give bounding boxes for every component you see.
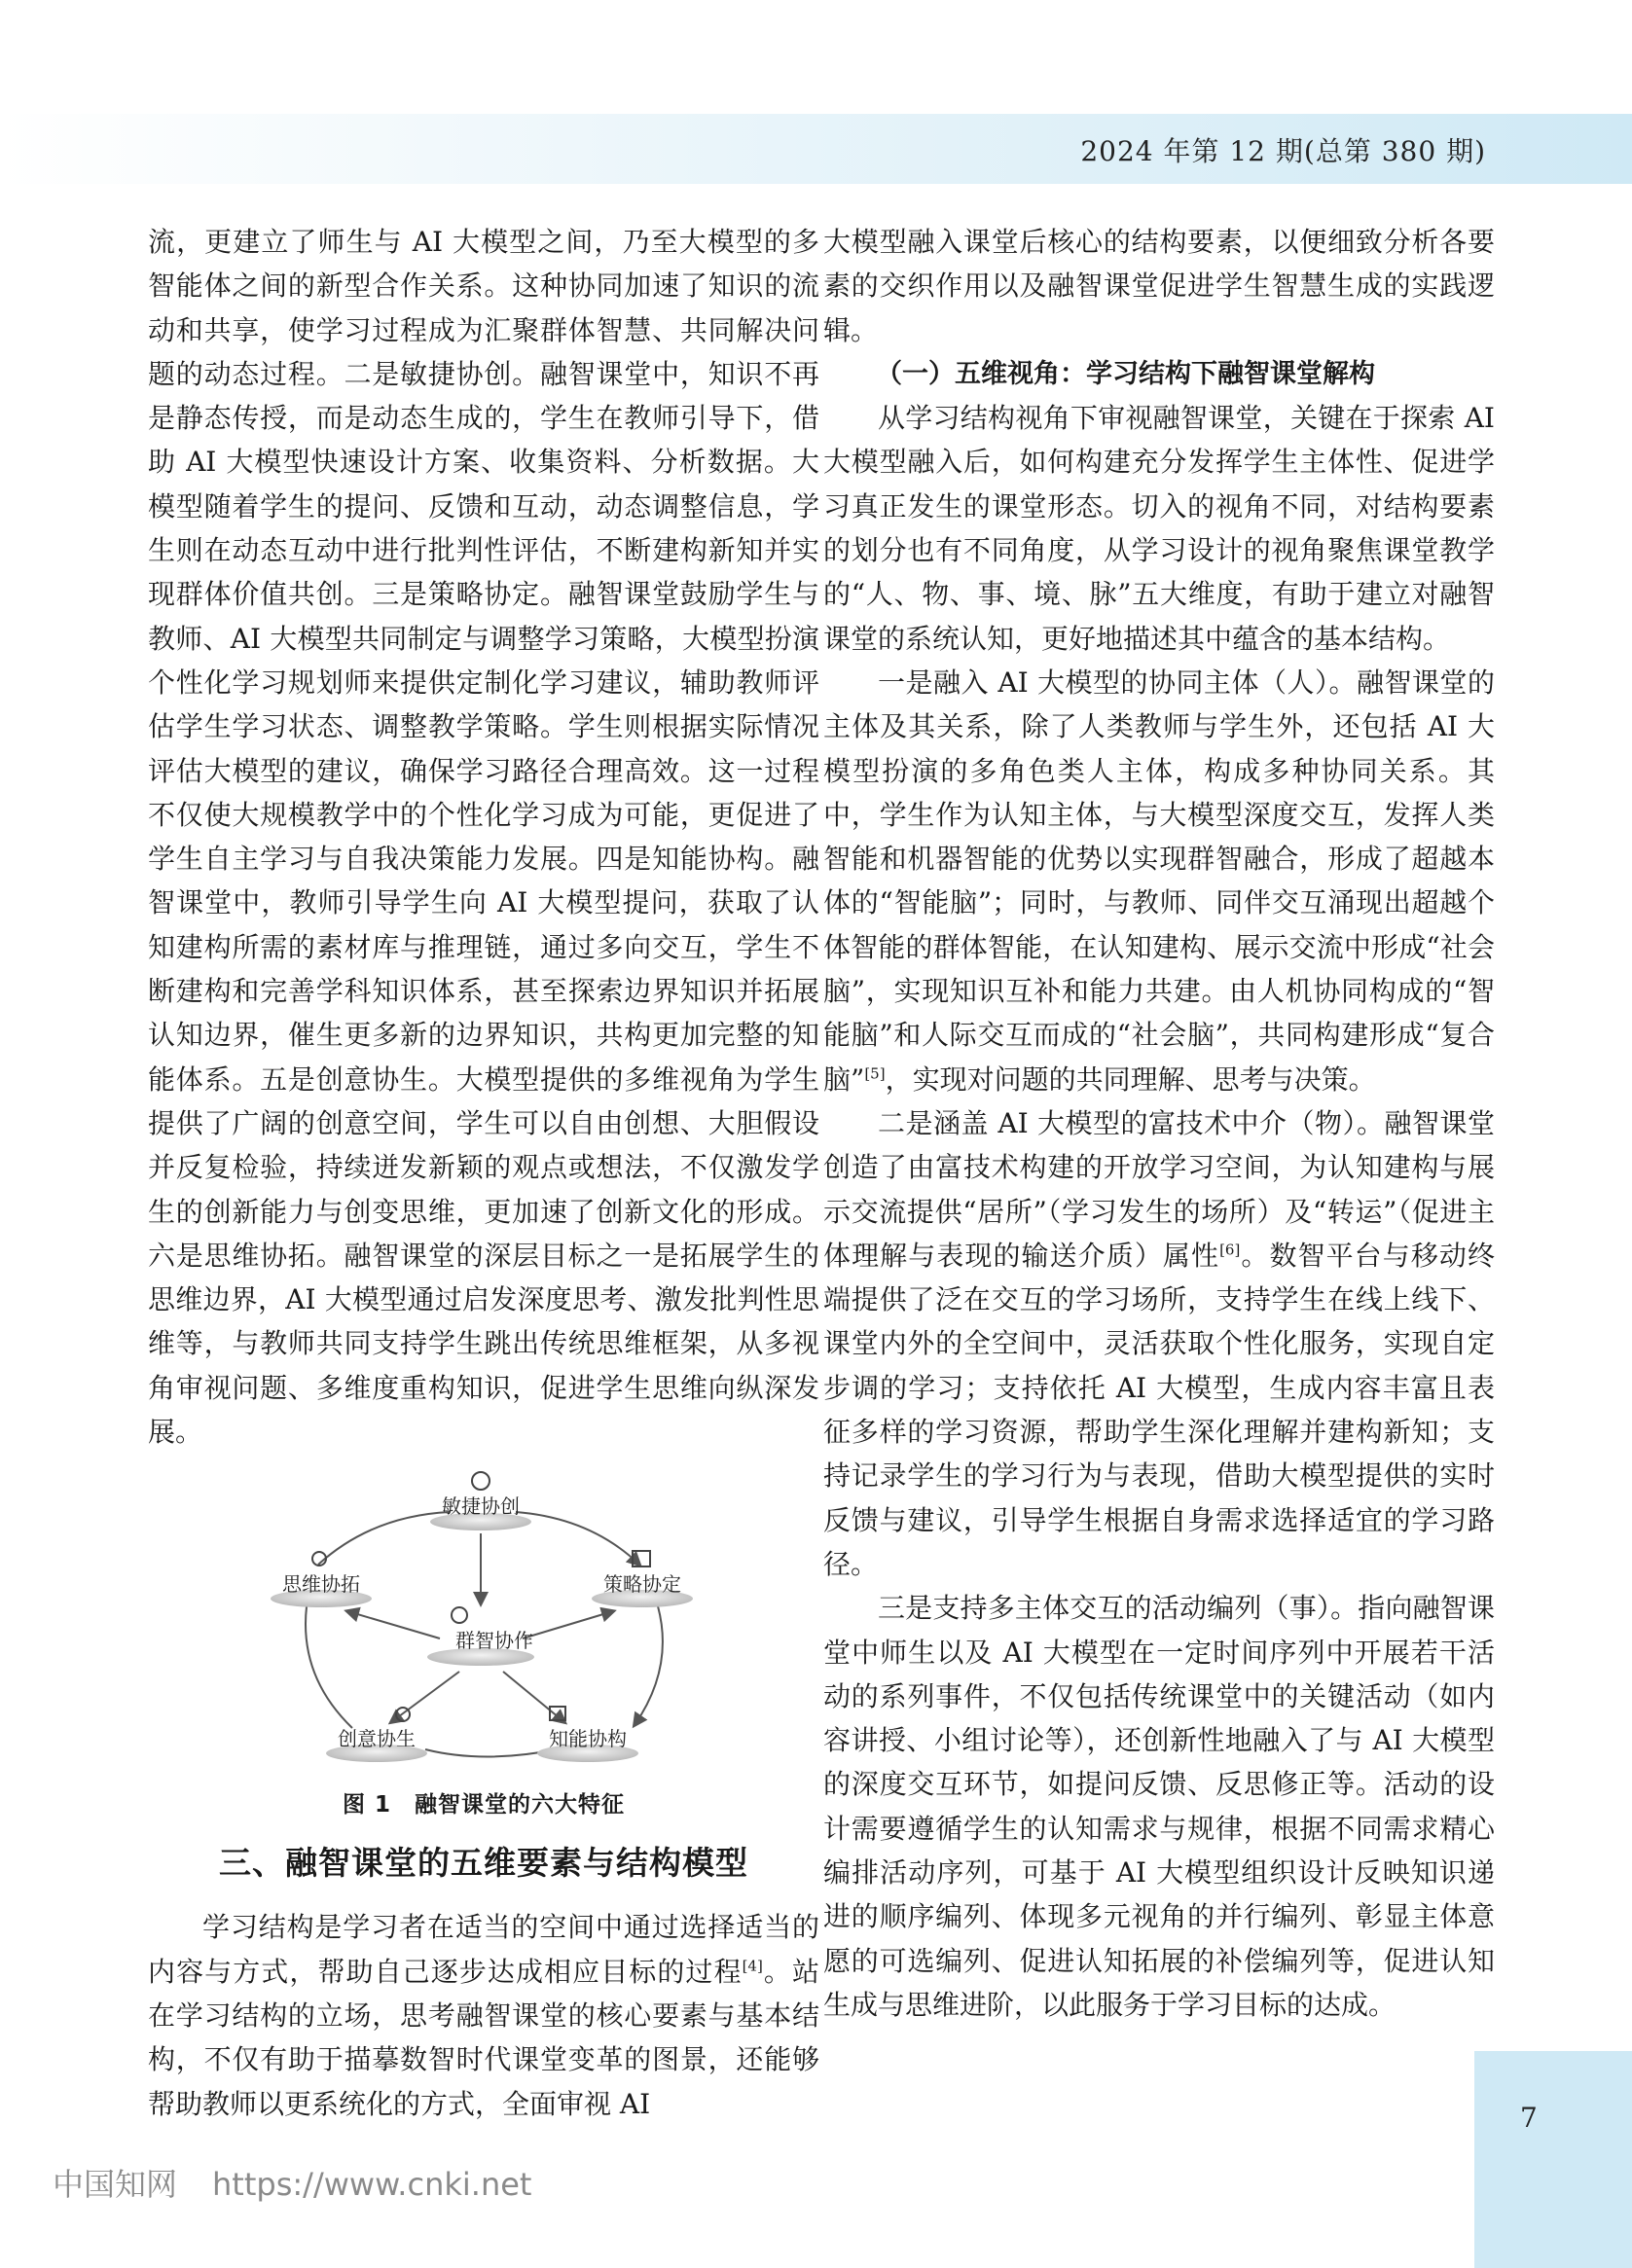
right-paragraph-2-text: 一是融入 AI 大模型的协同主体（人）。融智课堂的主体及其关系，除了人类教师与学生外，还包括 AI 大模型扮演的多角色类人主体，构成多种协同关系。其中，学生作为认知主体，与大模型深度交互，发挥人类智能和机器智能的优势以实现群智融合，形成了超越本体的“智能脑”；同时，与教师、同伴交互涌现出超越个体智能的群体智能，在认知建构、展示交流中形成“社会脑”，实现知识互补和能力共建。由人机协同构成的“智能脑”和人际交互而成的“社会脑”，共同构建形成“复合脑” <box>823 666 1495 1096</box>
watermark <box>53 2160 531 2205</box>
section-title: 三、融智课堂的五维要素与结构模型 <box>219 1844 748 1883</box>
book-icon <box>550 1707 565 1720</box>
figure-six-features <box>148 1467 819 1777</box>
left-paragraph-2 <box>148 1905 819 2125</box>
figure-caption: 图 1 融智课堂的六大特征 <box>342 1792 625 1818</box>
center-arrow <box>347 1611 440 1638</box>
citation-6: [6] <box>1219 1241 1241 1259</box>
citation-4: [4] <box>742 1957 763 1975</box>
watermark-url[interactable]: https://www.cnki.net <box>212 2166 532 2203</box>
left-paragraph-1: 流，更建立了师生与 AI 大模型之间，乃至大模型的多智能体之间的新型合作关系。这种协同加速了知识的流动和共享，使学习过程成为汇聚群体智慧、共同解决问题的动态过程。二是敏捷协创。融智课堂中，知识不再是静态传授，而是动态生成的，学生在教师引导下，借助 AI 大模型快速设计方案、收集资料、分析数据。大模型随着学生的提问、反馈和互动，动态调整信息，学生则在动态互动中进行批判性评估，不断建构新知并实现群体价值共创。三是策略协定。融智课堂鼓励学生与教师、AI 大模型共同制定与调整学习策略，大模型扮演个性化学习规划师来提供定制化学习建议，辅助教师评估学生学习状态、调整教学策略。学生则根据实际情况评估大模型的建议，确保学习路径合理高效。这一过程不仅使大规模教学中的个性化学习成为可能，更促进了学生自主学习与自我决策能力发展。四是知能协构。融智课堂中，教师引导学生向 AI 大模型提问，获取了认知建构所需的素材库与推理链，通过多向交互，学生不断建构和完善学科知识体系，甚至探索边界知识并拓展认知边界，催生更多新的边界知识，共构更加完整的知能体系。五是创意协生。大模型提供的多维视角为学生提供了广阔的创意空间，学生可以自由创想、大胆假设并反复检验，持续迸发新颖的观点或想法，不仅激发学生的创新能力与创变思维，更加速了创新文化的形成。六是思维协拓。融智课堂的深层目标之一是拓展学生的思维边界，AI 大模型通过启发深度思考、激发批判性思维等，与教师共同支持学生跳出传统思维框架，从多视角审视问题、多维度重构知识，促进学生思维向纵深发展。 <box>148 226 819 1449</box>
node-label-center: 群智协作 <box>455 1629 533 1653</box>
citation-5: [5] <box>864 1064 886 1083</box>
right-paragraph-3-text: 二是涵盖 AI 大模型的富技术中介（物）。融智课堂创造了由富技术构建的开放学习空间，为认知建构与展示交流提供“居所”（学习发生的场所）及“转运”（促进主体理解与表现的输送介质）属性 <box>823 1106 1495 1272</box>
node-label-top: 敏捷协创 <box>442 1494 520 1519</box>
cycle-arc <box>635 1594 663 1725</box>
right-paragraph-1: 从学习结构视角下审视融智课堂，关键在于探索 AI 大模型融入后，如何构建充分发挥学生主体性、促进学习真正发生的课堂形态。切入的视角不同，对结构要素的划分也有不同角度，从学习设计的视角聚焦课堂教学的“人、物、事、境、脉”五大维度，有助于建立对融智课堂的系统认知，更好地描述其中蕴含的基本结构。 <box>823 402 1495 655</box>
right-paragraph-4: 三是支持多主体交互的活动编列（事）。指向融智课堂中师生以及 AI 大模型在一定时间序列中开展若干活动的系列事件，不仅包括传统课堂中的关键活动（如内容讲授、小组讨论等），还创新性地融入了与 AI 大模型的深度交互环节，如提问反馈、反思修正等。活动的设计需要遵循学生的认知需求与规律，根据不同需求精心编排活动序列，可基于 AI 大模型组织设计反映知识递进的顺序编列、体现多元视角的并行编列、彰显主体意愿的可选编列、促进认知拓展的补偿编列等，促进认知生成与思维进阶，以此服务于学习目标的达成。 <box>823 1592 1495 2021</box>
node-label-right: 策略协定 <box>603 1572 681 1597</box>
left-paragraph-2-text: 学习结构是学习者在适当的空间中通过选择适当的内容与方式，帮助自己逐步达成相应目标的过程 <box>148 1911 819 1988</box>
right-column <box>823 220 1495 2027</box>
page-number-tab <box>1474 2051 1632 2268</box>
node-label-left: 思维协拓 <box>282 1572 360 1597</box>
cycle-arc <box>425 1749 557 1757</box>
right-paragraph-0: 大模型融入课堂后核心的结构要素，以便细致分析各要素的交织作用以及融智课堂促进学生智慧生成的实践逻辑。 <box>823 226 1495 346</box>
document-icon <box>633 1551 650 1566</box>
cycle-arc <box>318 1512 450 1565</box>
right-paragraph-2 <box>823 661 1495 1101</box>
center-arrow <box>523 1611 613 1638</box>
right-paragraph-3 <box>823 1101 1495 1586</box>
left-paragraph-2-rest: 。站在学习结构的立场，思考融智课堂的核心要素与基本结构，不仅有助于描摹数智时代课堂变革的图景，还能够帮助教师以更系统化的方式，全面审视 AI <box>148 1955 819 2120</box>
subsection-heading: （一）五维视角：学习结构下融智课堂解构 <box>876 358 1375 389</box>
node-label-bottom-left: 创意协生 <box>338 1727 416 1751</box>
brain-icon <box>452 1607 467 1623</box>
node-label-bottom-right: 知能协构 <box>549 1727 627 1751</box>
people-icon <box>472 1472 490 1490</box>
issue-label: 2024 年第 12 期(总第 380 期) <box>1080 135 1486 167</box>
right-paragraph-2-rest: ，实现对问题的共同理解、思考与决策。 <box>885 1062 1376 1096</box>
watermark-name: 中国知网 <box>53 2166 178 2203</box>
center-arrow <box>503 1672 564 1722</box>
page-number: 7 <box>1520 2102 1538 2134</box>
center-arrow <box>391 1672 459 1722</box>
left-column <box>148 220 819 2126</box>
right-paragraph-3-rest: 。数智平台与移动终端提供了泛在交互的学习场所，支持学生在线上线下、课堂内外的全空间中，灵活获取个性化服务，实现自定步调的学习；支持依托 AI 大模型，生成内容丰富且表征多样的学习资源，帮助学生深化理解并建构新知；支持记录学生的学习行为与表现，借助大模型提供的实时反馈与建议，引导学生根据自身需求选择适宜的学习路径。 <box>823 1239 1495 1580</box>
cycle-arc <box>306 1594 352 1728</box>
cycle-arc <box>516 1512 639 1565</box>
